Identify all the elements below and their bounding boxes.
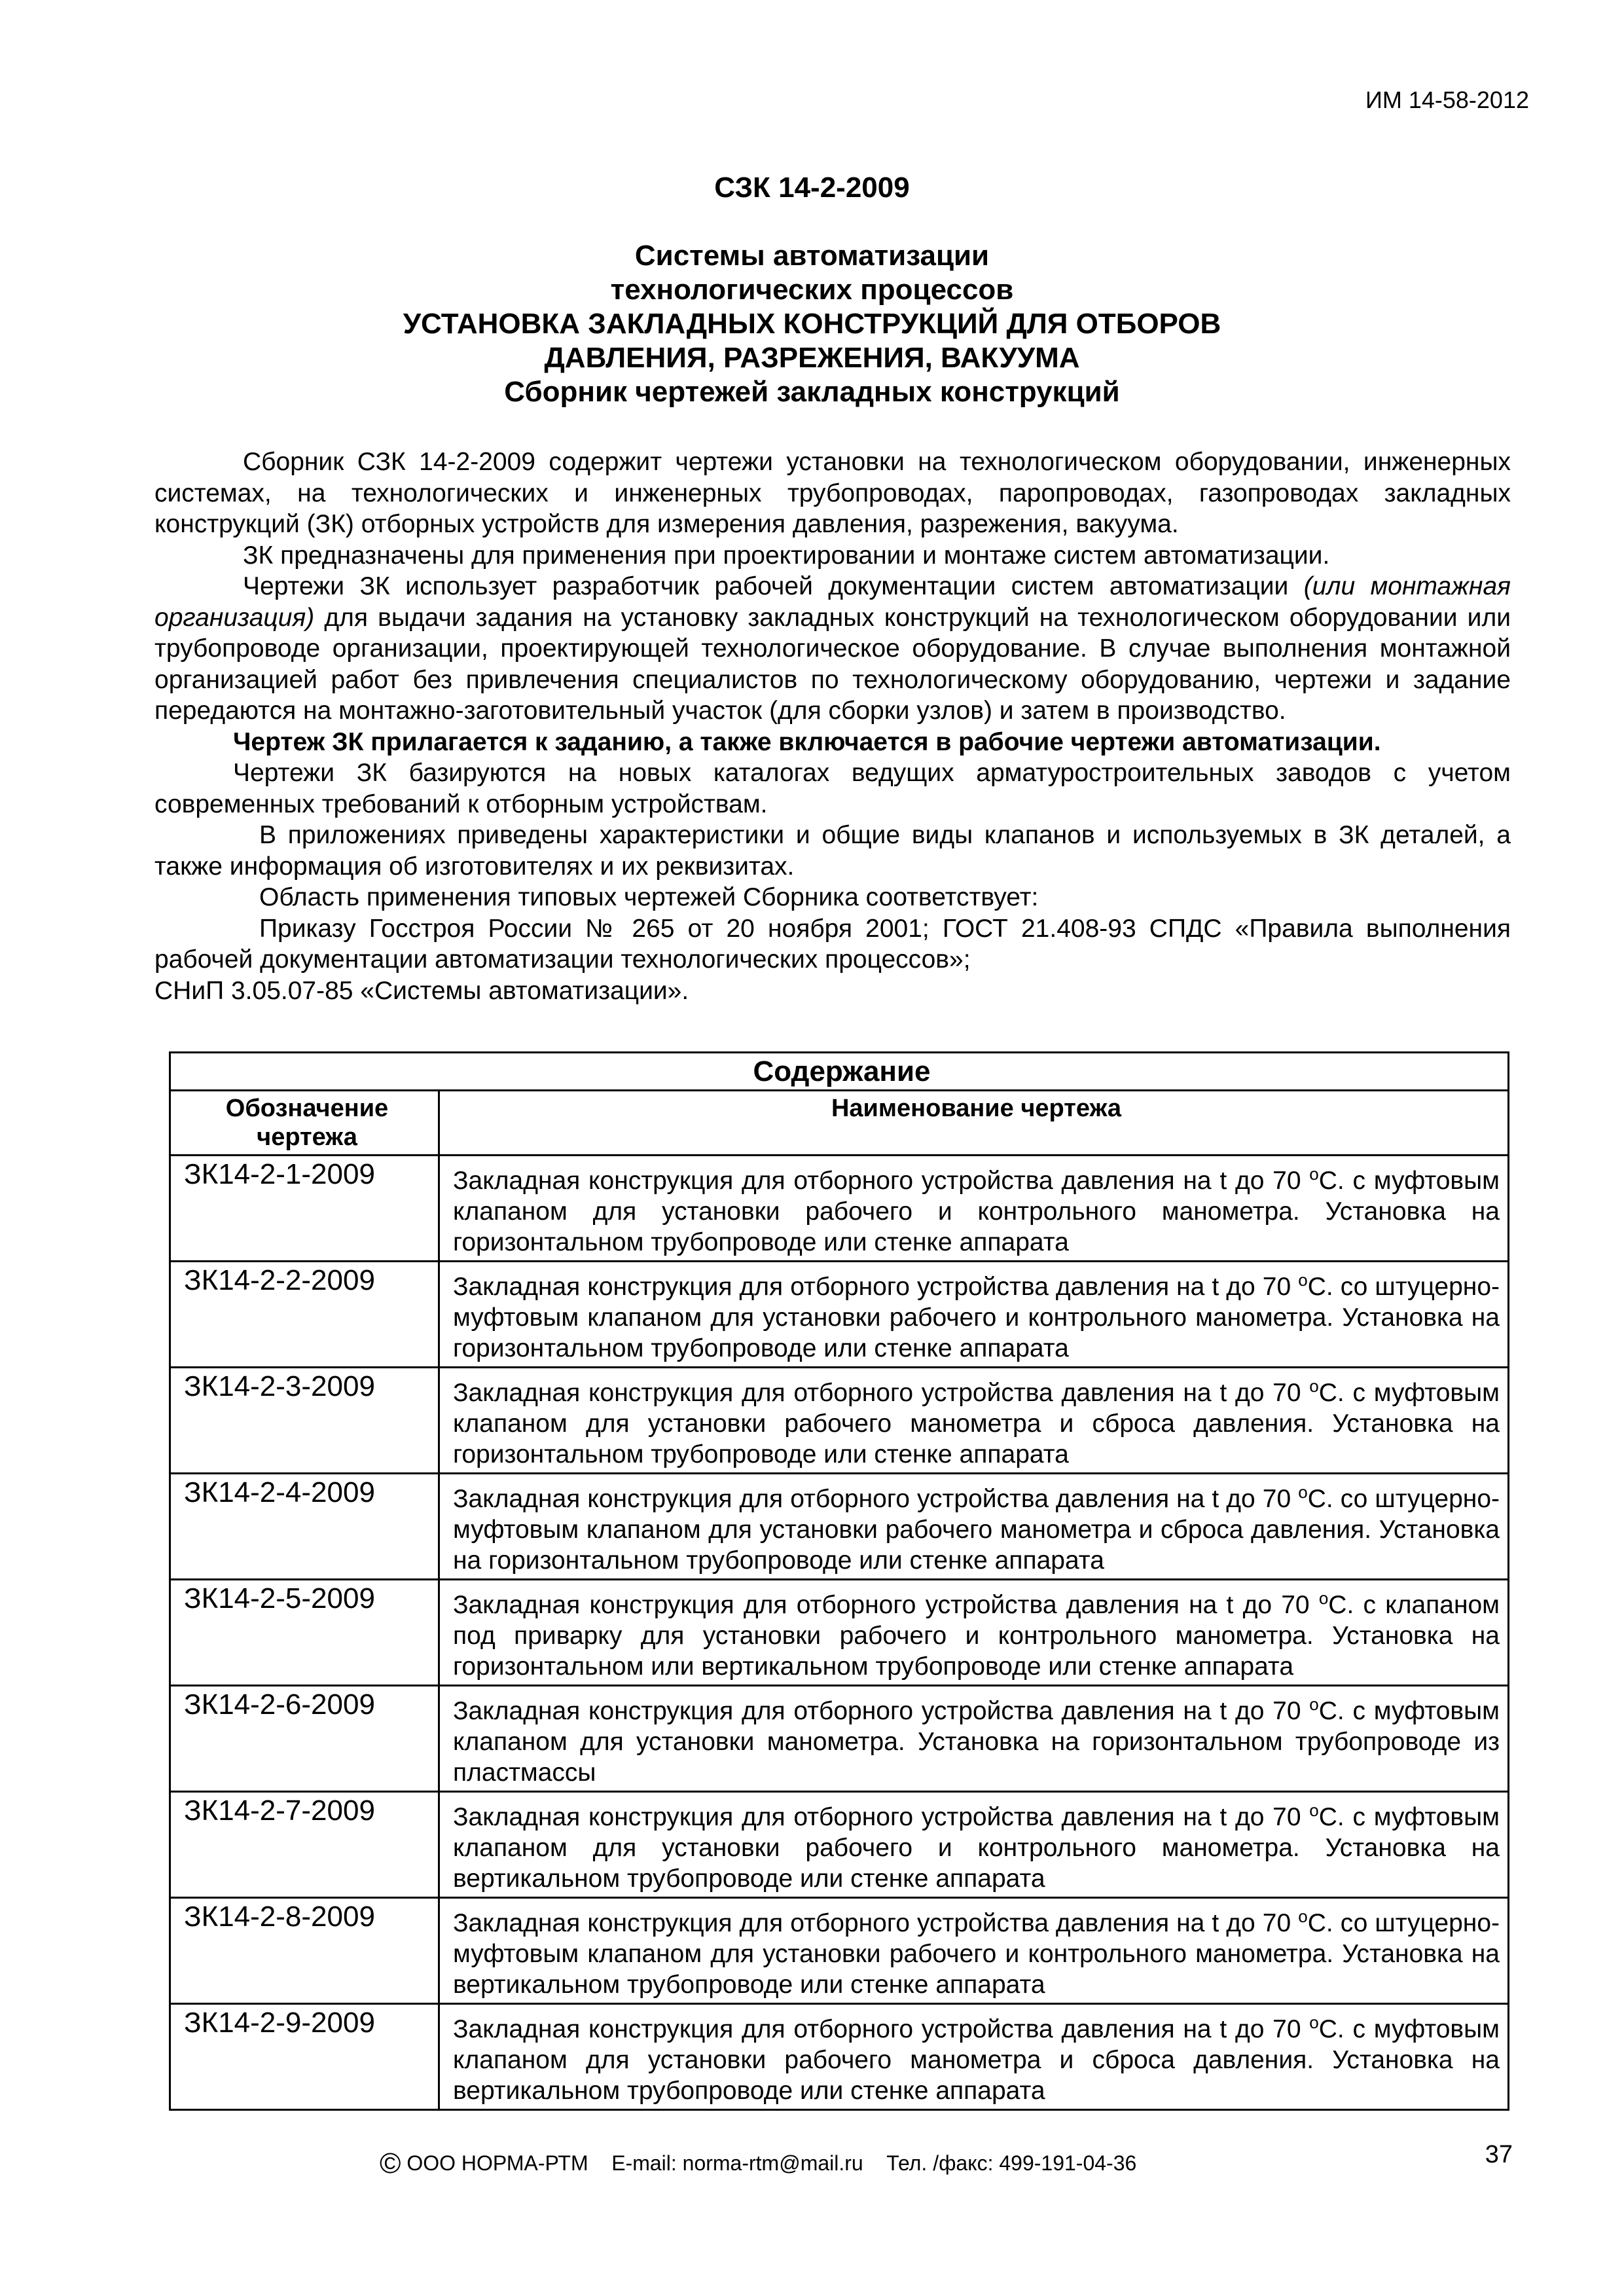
drawing-name: [439, 1368, 1509, 1474]
table-row: [170, 1474, 1509, 1580]
page-number: 37: [1485, 2141, 1513, 2168]
table-row: [170, 1580, 1509, 1686]
drawing-name-text: Закладная конструкция для отборного устройства давления на t до 70: [453, 1273, 1299, 1301]
intro-paragraph: Приказу Госстроя России № 265 от 20 ноября 2001; ГОСТ 21.408-93 СПДС «Правила выполнения рабочей документации автоматизации технологических процессов»;: [154, 914, 1511, 974]
drawing-name: [439, 1686, 1509, 1792]
drawing-name-text: С. с муфтовым клапаном для установки рабочего и контрольного манометра. Установка на вертикальном трубопроводе или стенке аппарата: [453, 1803, 1500, 1893]
drawing-name-text: С. со штуцерно-муфтовым клапаном для установки рабочего и контрольного манометра. Установка на вертикальном трубопроводе или стенке аппарата: [453, 1909, 1500, 1999]
drawing-name: [439, 1262, 1509, 1368]
column-header-name: Наименование чертежа: [439, 1091, 1509, 1156]
drawing-name-text: С. со штуцерно-муфтовым клапаном для установки рабочего и контрольного манометра. Установка на горизонтальном трубопроводе или стенке аппарата: [453, 1273, 1500, 1362]
table-row: [170, 1368, 1509, 1474]
drawing-code: ЗК14-2-4-2009: [170, 1474, 439, 1580]
intro-bold-paragraph: Чертеж ЗК прилагается к заданию, а также включается в рабочие чертежи автоматизации.: [233, 727, 1381, 756]
drawing-name-text: Закладная конструкция для отборного устройства давления на t до 70: [453, 1485, 1299, 1513]
drawing-name-text: Закладная конструкция для отборного устройства давления на t до 70: [453, 1591, 1319, 1619]
title-line: Сборник чертежей закладных конструкций: [504, 376, 1120, 408]
contents-rows: [170, 1156, 1509, 2110]
drawing-name-text: С. с муфтовым клапаном для установки рабочего манометра и сброса давления. Установка на горизонтальном трубопроводе или стенке аппарата: [453, 1379, 1500, 1468]
degree-mark: o: [1309, 1376, 1319, 1396]
introduction: [154, 446, 1511, 1006]
drawing-name-text: С. с муфтовым клапаном для установки рабочего манометра и сброса давления. Установка на вертикальном трубопроводе или стенке аппарата: [453, 2015, 1500, 2105]
intro-italic-text: (или монтажная организация): [154, 572, 1511, 632]
drawing-code: ЗК14-2-8-2009: [170, 1898, 439, 2004]
table-row: [170, 1156, 1509, 1262]
drawing-code: ЗК14-2-5-2009: [170, 1580, 439, 1686]
title-line: технологических процессов: [610, 274, 1014, 306]
footer: [380, 2147, 1136, 2180]
intro-text: Чертежи ЗК использует разработчик рабочей документации систем автоматизации: [243, 572, 1304, 600]
drawing-name-text: Закладная конструкция для отборного устройства давления на t до 70: [453, 1909, 1299, 1937]
contents-caption: Содержание: [170, 1053, 1509, 1091]
drawing-name-text: Закладная конструкция для отборного устройства давления на t до 70: [453, 1803, 1310, 1831]
degree-mark: o: [1298, 1270, 1308, 1290]
degree-mark: o: [1309, 1694, 1319, 1714]
degree-mark: o: [1309, 2013, 1319, 2032]
drawing-code: ЗК14-2-1-2009: [170, 1156, 439, 1262]
degree-mark: o: [1298, 1906, 1308, 1926]
degree-mark: o: [1298, 1482, 1308, 1502]
drawing-name-text: С. со штуцерно-муфтовым клапаном для установки рабочего манометра и сброса давления. Установка на горизонтальном трубопроводе или стенке аппарата: [453, 1485, 1500, 1575]
drawing-name-text: Закладная конструкция для отборного устройства давления на t до 70: [453, 2015, 1310, 2043]
degree-mark: o: [1309, 1164, 1319, 1184]
drawing-name: [439, 1792, 1509, 1898]
drawing-name-text: С. с муфтовым клапаном для установки рабочего и контрольного манометра. Установка на горизонтальном трубопроводе или стенке аппарата: [453, 1167, 1500, 1256]
drawing-name-text: С. с муфтовым клапаном для установки манометра. Установка на горизонтальном трубопроводе из пластмассы: [453, 1697, 1500, 1787]
drawing-name: [439, 2004, 1509, 2110]
drawing-name: [439, 1580, 1509, 1686]
drawing-code: ЗК14-2-3-2009: [170, 1368, 439, 1474]
collection-title: [0, 239, 1624, 409]
intro-paragraph: Область применения типовых чертежей Сборника соответствует:: [259, 883, 1039, 911]
degree-mark: o: [1309, 1800, 1319, 1820]
document-number: ИМ 14-58-2012: [1365, 86, 1529, 113]
drawing-name-text: Закладная конструкция для отборного устройства давления на t до 70: [453, 1697, 1310, 1725]
degree-mark: o: [1318, 1588, 1329, 1608]
drawing-name-text: Закладная конструкция для отборного устройства давления на t до 70: [453, 1379, 1310, 1407]
intro-paragraph: [154, 571, 1511, 727]
column-header-designation: Обозначение чертежа: [170, 1091, 439, 1156]
collection-code: СЗК 14-2-2009: [714, 172, 910, 204]
drawing-code: ЗК14-2-7-2009: [170, 1792, 439, 1898]
intro-paragraph: СНиП 3.05.07-85 «Системы автоматизации».: [154, 976, 689, 1005]
title-line: Системы автоматизации: [634, 240, 990, 272]
intro-paragraph: Сборник СЗК 14-2-2009 содержит чертежи установки на технологическом оборудовании, инженерных системах, на технологических и инженерных трубопроводах, паропроводах, газопроводах закладных конструкций (ЗК) отборных устройств для измерения давления, разрежения, вакуума.: [154, 448, 1511, 538]
drawing-name: [439, 1156, 1509, 1262]
drawing-name-text: Закладная конструкция для отборного устройства давления на t до 70: [453, 1167, 1310, 1195]
copyright-icon: ©: [380, 2147, 401, 2179]
table-row: [170, 1686, 1509, 1792]
title-line: ДАВЛЕНИЯ, РАЗРЕЖЕНИЯ, ВАКУУМА: [544, 342, 1080, 374]
table-row: [170, 2004, 1509, 2110]
intro-paragraph: ЗК предназначены для применения при проектировании и монтаже систем автоматизации.: [243, 541, 1330, 570]
footer-email: E-mail: norma-rtm@mail.ru: [611, 2151, 863, 2175]
intro-paragraph: Чертежи ЗК базируются на новых каталогах ведущих арматуростроительных заводов с учетом современных требований к отборным устройствам.: [154, 759, 1511, 818]
drawing-name-text: С. с клапаном под приварку для установки рабочего и контрольного манометра. Установка на горизонтальном или вертикальном трубопроводе или стенке аппарата: [453, 1591, 1500, 1681]
table-row: [170, 1792, 1509, 1898]
drawing-name: [439, 1474, 1509, 1580]
intro-paragraph: В приложениях приведены характеристики и общие виды клапанов и используемых в ЗК деталей, а также информация об изготовителях и их реквизитах.: [154, 821, 1511, 881]
drawing-name: [439, 1898, 1509, 2004]
drawing-code: ЗК14-2-6-2009: [170, 1686, 439, 1792]
table-row: [170, 1262, 1509, 1368]
contents-table: [169, 1051, 1509, 2111]
drawing-code: ЗК14-2-2-2009: [170, 1262, 439, 1368]
footer-phone: Тел. /факс: 499-191-04-36: [886, 2151, 1137, 2175]
intro-text: для выдачи задания на установку закладных конструкций на технологическом оборудовании или трубопроводе организации, проектирующей технологическое оборудование. В случае выполнения монтажной организацией работ без привлечения специалистов по технологическому оборудованию, чертежи и задание передаются на монтажно-заготовительный участок (для сборки узлов) и затем в производство.: [154, 603, 1511, 725]
title-line: УСТАНОВКА ЗАКЛАДНЫХ КОНСТРУКЦИЙ ДЛЯ ОТБОРОВ: [403, 308, 1221, 340]
drawing-code: ЗК14-2-9-2009: [170, 2004, 439, 2110]
footer-company: ООО НОРМА-РТМ: [401, 2151, 588, 2175]
table-row: [170, 1898, 1509, 2004]
